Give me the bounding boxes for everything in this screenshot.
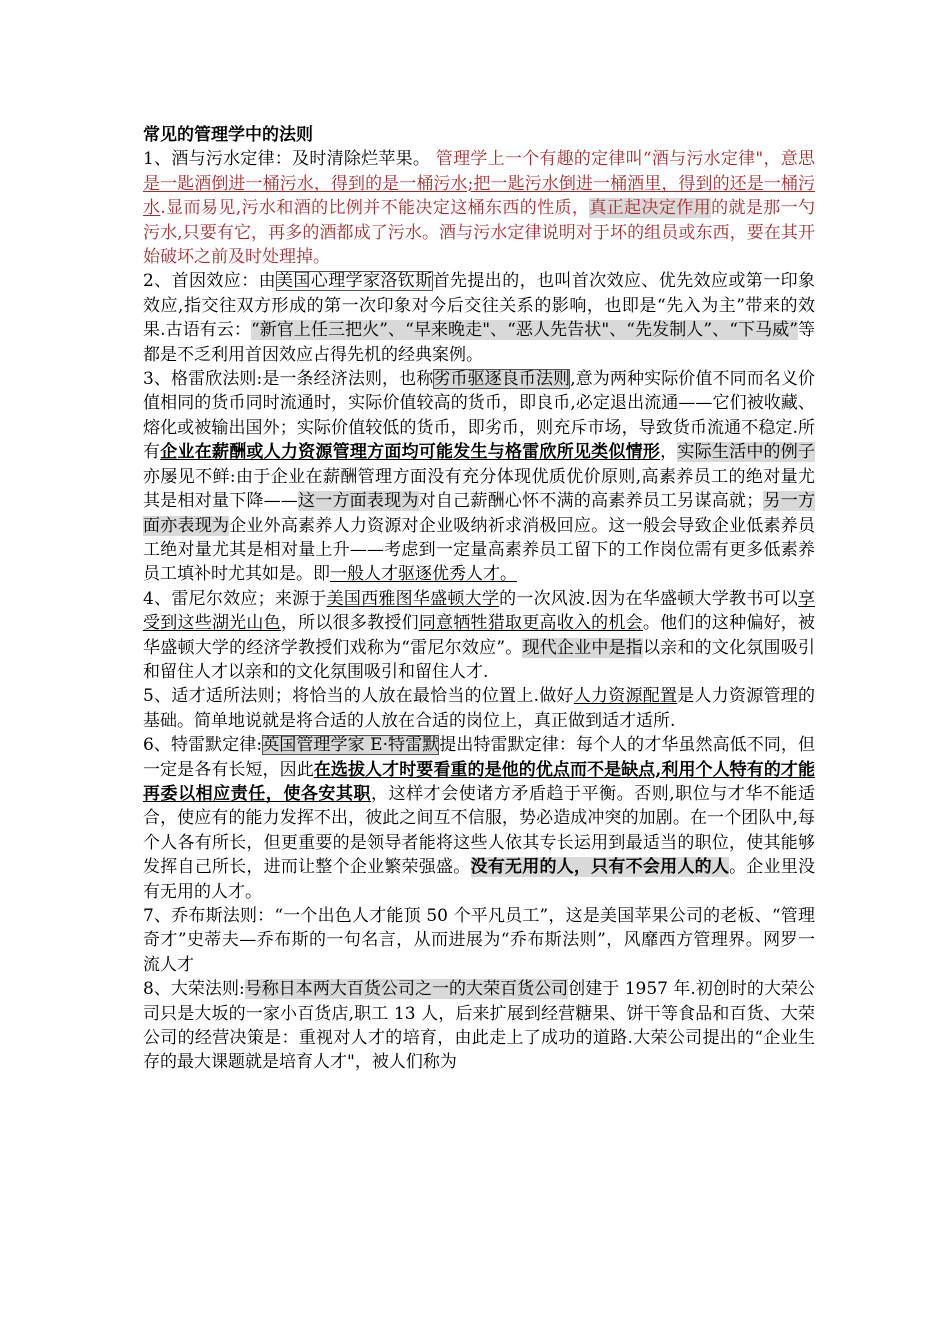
- text-run: ，这样才会使诸方矛盾趋于平衡。否则,职位与才华不能适合，使应有的能力发挥不出，彼此之间互不信服，势必造成冲突的加剧。在一个团队中,每个人各有所长，但更重要的是领导者能将这些人依其专长运用到最适当的职位，使其能够发挥自己所长，进而让整个企业繁荣强盛。: [143, 783, 815, 878]
- text-run: 以亲和的文化氛围吸引和留住人才以亲和的文化氛围吸引和留住人才.: [143, 637, 816, 682]
- paragraph-1-wine-sewage-law: [143, 147, 815, 269]
- text-run: 7、乔布斯法则：“一个出色人才能顶 50 个平凡员工”，这是美国苹果公司的老板、“管理奇才”史蒂夫—乔布斯的一句名言，从而进展为“乔布斯法则”，风靡西方管理界。网罗一流人才: [143, 906, 815, 975]
- text-run: 。他们的这种偏好，被华盛顿大学的经济学教授们戏称为“雷尼尔效应”。: [143, 613, 816, 658]
- underlined-text: 人力资源配置: [573, 686, 678, 707]
- text-run: 亦屡见不鲜:由于企业在薪酬管理方面没有充分体现优质优价原则,高素养员工的绝对量尤其是相对量下降——: [143, 466, 815, 512]
- text-run: 5、适才适所法则；将恰当的人放在最恰当的位置上.做好: [143, 686, 574, 707]
- document-title: 常见的管理学中的法则: [143, 125, 313, 145]
- text-run: 2、首因效应：由: [143, 271, 277, 292]
- text-run: 的一次风波.因为在华盛顿大学教书可以: [499, 588, 799, 609]
- highlighted-text: “新官上任三把火”、“早来晚走"、“恶人先告状"、“先发制人”、“下马威”: [250, 320, 798, 341]
- text-run: 等都是不乏利用首因效应占得先机的经典案例。: [143, 320, 816, 365]
- text-run: ，: [660, 442, 678, 463]
- underlined-red-text: 是一匙酒倒进一桶污水，得到的是一桶污水;把一匙污水倒进一桶酒里，得到的还是一桶污水: [143, 173, 815, 219]
- text-run: 企业外高素养人力资源对企业吸纳祈求消极回应。这一般会导致企业低素养员工绝对量尤其是相对量上升——考虑到一定量高素养员工留下的工作岗位需有更多低素养员工填补时尤其如是。即: [143, 515, 816, 585]
- highlighted-text: 实际生活中的例子: [677, 442, 816, 463]
- text-run: 是人力资源管理的基础。简单地说就是将合适的人放在合适的岗位上，真正做到适才适所.: [143, 686, 816, 731]
- highlighted-text: 号称日本两大百货公司之一的大荣百货公司: [244, 979, 569, 1000]
- paragraph-4-rainier-effect: [143, 587, 815, 685]
- boxed-text: 美国心理学家洛钦斯: [276, 271, 433, 292]
- red-text-run: 的就是那一勺污水,只要有它，再多的酒都成了污水。酒与污水定律说明对于坏的组员或东西，要在其开始破坏之前及时处理掉。: [143, 198, 816, 268]
- underlined-text: 一般人才驱逐优秀人才。: [330, 564, 517, 585]
- boxed-highlighted-text: 劣币驱逐良币法则: [433, 369, 571, 390]
- text-run: 。企业里没有无用的人才。: [143, 857, 816, 902]
- paragraph-2-primacy-effect: [143, 269, 815, 367]
- paragraph-7-jobs-law: [143, 904, 815, 977]
- text-run: 1、酒与污水定律：及时清除烂苹果。: [143, 149, 431, 170]
- text-run: 创建于 1957 年.初创时的大荣公司只是大坂的一家小百货店,职工 13 人，后来扩展到经营糖果、饼干等食品和百货、大荣公司的经营决策是：重视对人才的培育，由此走上了成功的道路.大荣公司提出的“企业生存的最大课题就是培育人才"，被人们称为: [143, 979, 816, 1073]
- highlighted-text: 另一方面亦表现为: [143, 491, 816, 536]
- paragraph-6-tremer-law: [143, 733, 815, 904]
- underlined-text: 同意牺牲猎取更高收入的机会: [418, 613, 643, 634]
- underlined-text: 美国西雅图华盛顿大学: [326, 588, 500, 609]
- boxed-highlighted-text: 英国管理学家 E·特雷默: [262, 735, 440, 756]
- underlined-text: 享受到这些湖光山色: [143, 588, 816, 634]
- text-run: 3、格雷欣法则:是一条经济法则，也称: [143, 369, 434, 390]
- text-run: 提出特雷默定律：每个人的才华虽然高低不同，但一定是各有长短，因此: [143, 735, 815, 780]
- bold-underlined-text: 在选拔人才时要看重的是他的优点而不是缺点,利用个人特有的才能再委以相应责任，使各安其职: [143, 759, 816, 804]
- highlighted-text: 这一方面表现为: [297, 491, 419, 512]
- text-run: 4、雷尼尔效应；来源于: [143, 588, 327, 609]
- text-run: 8、大荣法则:: [143, 979, 245, 1000]
- red-text-run: .显而易见,污水和酒的比例并不能决定这桶东西的性质，: [160, 198, 590, 219]
- bold-highlighted-text: 没有无用的人，只有不会用人的人: [470, 857, 730, 878]
- bold-underlined-text: 企业在薪酬或人力资源管理方面均可能发生与格雷欣所见类似情形: [160, 442, 661, 463]
- text-run: ，所以很多教授们: [280, 613, 419, 634]
- text-run: 6、特雷默定律:: [143, 735, 263, 756]
- paragraph-8-daiei-law: [143, 977, 815, 1075]
- text-run: 对自己薪酬心怀不满的高素养员工另谋高就；: [418, 491, 764, 512]
- red-text-run: 管理学上一个有趣的定律叫“酒与污水定律"，意思: [435, 149, 815, 170]
- text-run: 首先提出的，也叫首次效应、优先效应或第一印象效应,指交往双方形成的第一次印象对今后交往关系的影响，也即是“先入为主”带来的效果.古语有云：: [143, 271, 815, 341]
- highlighted-red-text: 真正起决定作用: [589, 198, 712, 219]
- paragraph-3-gresham-law: [143, 367, 815, 587]
- paragraph-5-right-person-right-place: [143, 684, 815, 733]
- document-body: [143, 123, 815, 1075]
- text-run: ,意为两种实际价值不同而名义价值相同的货币同时流通时，实际价值较高的货币，即良币,必定退出流通——它们被收藏、熔化或被输出国外；实际价值较低的货币，即劣币，则充斥市场，导致货币流通不稳定.所有: [143, 369, 816, 463]
- highlighted-text: 现代企业中是指: [522, 637, 644, 658]
